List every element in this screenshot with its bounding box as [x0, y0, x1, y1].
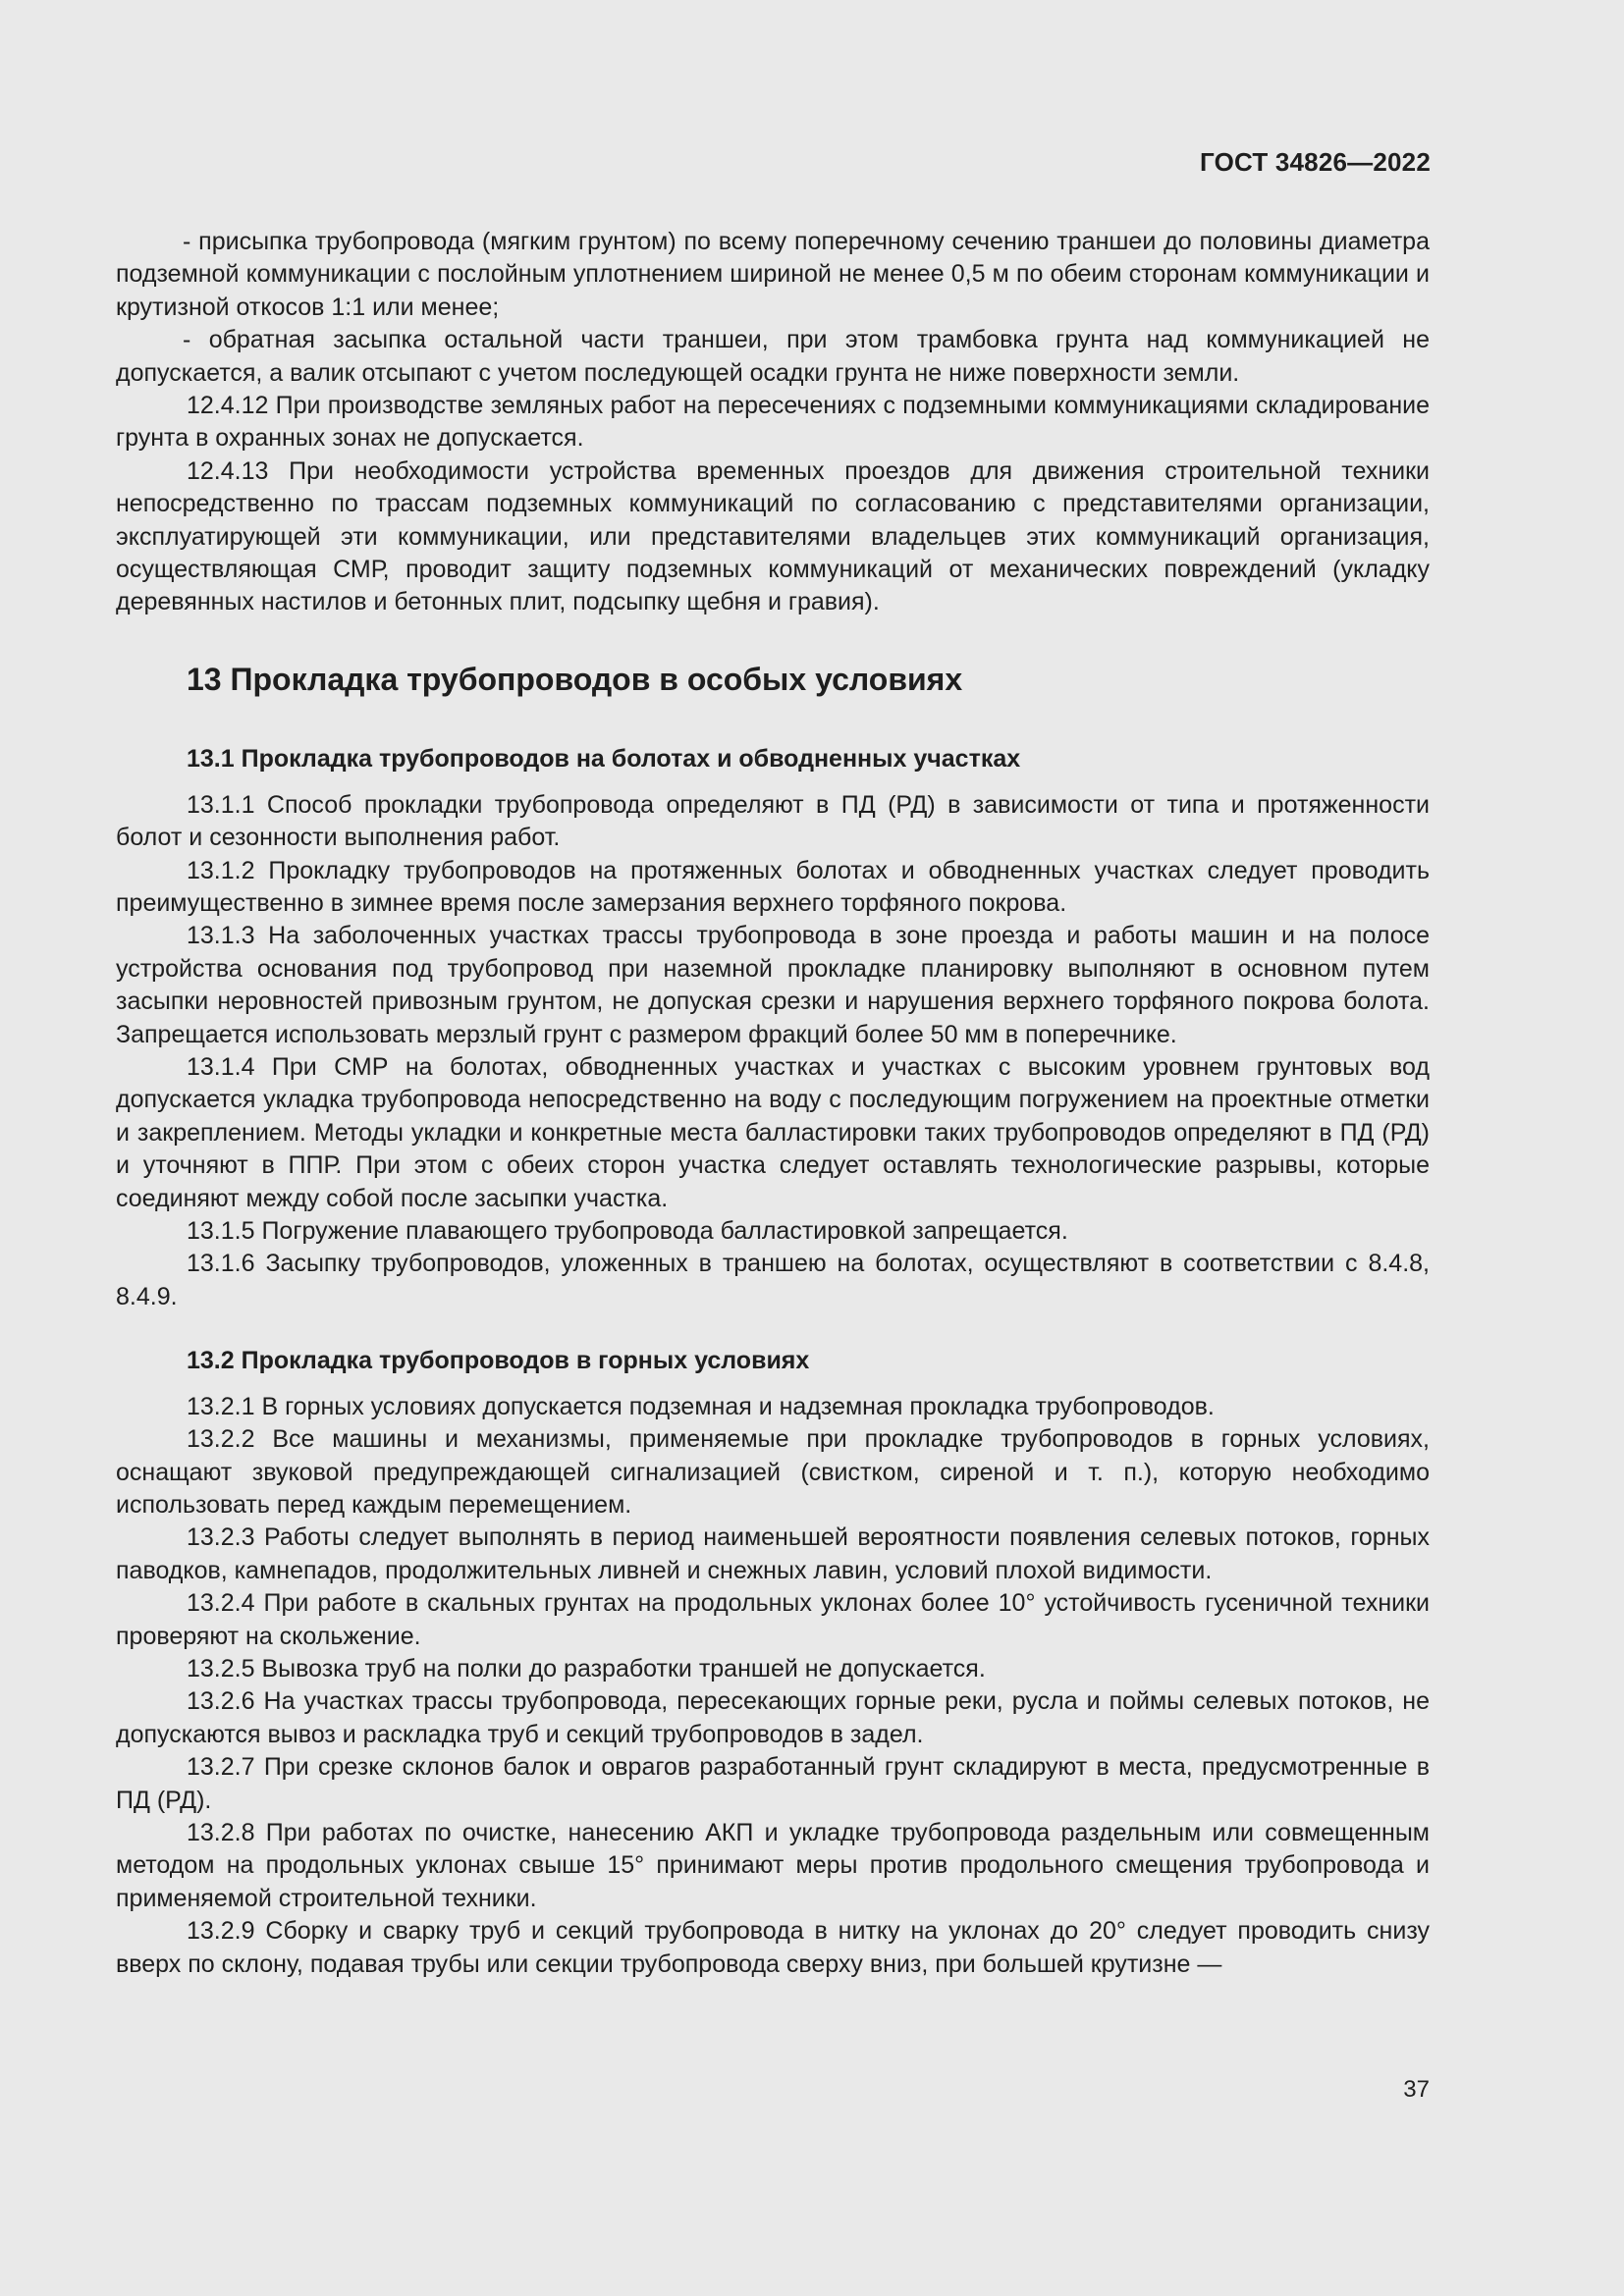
paragraph: 13.2.4 При работе в скальных грунтах на продольных уклонах более 10° устойчивость гусеничной техники проверяют на скольжение.	[116, 1589, 1430, 1650]
page-content	[116, 226, 1430, 1981]
paragraph: 13.1.3 На заболоченных участках трассы трубопровода в зоне проезда и работы машин и на полосе устройства основания под трубопровод при наземной прокладке планировку выполняют в основном путем засыпки неровностей привозным грунтом, не допуская срезки и нарушения верхнего торфяного покрова болота. Запрещается использовать мерзлый грунт с размером фракций более 50 мм в поперечнике.	[116, 922, 1430, 1048]
paragraph: 13.1.4 При СМР на болотах, обводненных участках и участках с высоким уровнем грунтовых вод допускается укладка трубопровода непосредственно на воду с последующим погружением на проектные отметки и закреплением. Методы укладки и конкретные места балластировки таких трубопроводов определяют в ПД (РД) и уточняют в ППР. При этом с обеих сторон участка следует оставлять технологические разрывы, которые соединяют между собой после засыпки участка.	[116, 1053, 1430, 1212]
section-heading: 13 Прокладка трубопроводов в особых условиях	[187, 661, 963, 697]
paragraph: 13.2.2 Все машины и механизмы, применяемые при прокладке трубопроводов в горных условиях, оснащают звуковой предупреждающей сигнализацией (свистком, сиреной и т. п.), которую необходимо использовать перед каждым перемещением.	[116, 1425, 1430, 1519]
paragraph: 13.2.6 На участках трассы трубопровода, пересекающих горные реки, русла и поймы селевых потоков, не допускаются вывоз и раскладка труб и секций трубопроводов в задел.	[116, 1687, 1430, 1748]
paragraph: 13.1.6 Засыпку трубопроводов, уложенных в траншею на болотах, осуществляют в соответствии с 8.4.8, 8.4.9.	[116, 1250, 1430, 1310]
page-number: 37	[1403, 2076, 1430, 2103]
paragraph: 13.2.3 Работы следует выполнять в период наименьшей вероятности появления селевых потоков, горных паводков, камнепадов, продолжительных ливней и снежных лавин, условий плохой видимости.	[116, 1523, 1430, 1584]
paragraph: - присыпка трубопровода (мягким грунтом) по всему поперечному сечению траншеи до половины диаметра подземной коммуникации с послойным уплотнением шириной не менее 0,5 м по обеим сторонам коммуникации и крутизной откосов 1:1 или менее;	[116, 228, 1430, 321]
paragraph: 12.4.13 При необходимости устройства временных проездов для движения строительной техники непосредственно по трассам подземных коммуникаций по согласованию с представителями организации, эксплуатирующей эти коммуникации, или представителями владельцев этих коммуникаций организация, осуществляющая СМР, проводит защиту подземных коммуникаций от механических повреждений (укладку деревянных настилов и бетонных плит, подсыпку щебня и гравия).	[116, 456, 1430, 616]
paragraph: 13.2.7 При срезке склонов балок и оврагов разработанный грунт складируют в места, предусмотренные в ПД (РД).	[116, 1753, 1430, 1814]
subsection-heading: 13.2 Прокладка трубопроводов в горных условиях	[187, 1347, 810, 1375]
paragraph: 13.2.1 В горных условиях допускается подземная и надземная прокладка трубопроводов.	[187, 1392, 1215, 1420]
paragraph: 13.1.1 Способ прокладки трубопровода определяют в ПД (РД) в зависимости от типа и протяженности болот и сезонности выполнения работ.	[116, 790, 1430, 852]
subsection-heading: 13.1 Прокладка трубопроводов на болотах и обводненных участках	[187, 745, 1021, 774]
paragraph: 13.2.9 Сборку и сварку труб и секций трубопровода в нитку на уклонах до 20° следует проводить снизу вверх по склону, подавая трубы или секции трубопровода сверху вниз, при большей крутизне —	[116, 1917, 1430, 1978]
paragraph: - обратная засыпка остальной части траншеи, при этом трамбовка грунта над коммуникацией не допускается, а валик отсыпают с учетом последующей осадки грунта не ниже поверхности земли.	[116, 326, 1430, 387]
paragraph: 13.1.2 Прокладку трубопроводов на протяженных болотах и обводненных участках следует проводить преимущественно в зимнее время после замерзания верхнего торфяного покрова.	[116, 856, 1430, 917]
paragraph: 13.2.5 Вывозка труб на полки до разработки траншей не допускается.	[187, 1655, 986, 1683]
paragraph: 13.1.5 Погружение плавающего трубопровода балластировкой запрещается.	[187, 1217, 1068, 1246]
paragraph: 12.4.12 При производстве земляных работ на пересечениях с подземными коммуникациями складирование грунта в охранных зонах не допускается.	[116, 392, 1430, 453]
document-header: ГОСТ 34826—2022	[1200, 147, 1431, 177]
paragraph: 13.2.8 При работах по очистке, нанесению АКП и укладке трубопровода раздельным или совмещенным методом на продольных уклонах свыше 15° принимают меры против продольного смещения трубопровода и применяемой строительной техники.	[116, 1819, 1430, 1912]
